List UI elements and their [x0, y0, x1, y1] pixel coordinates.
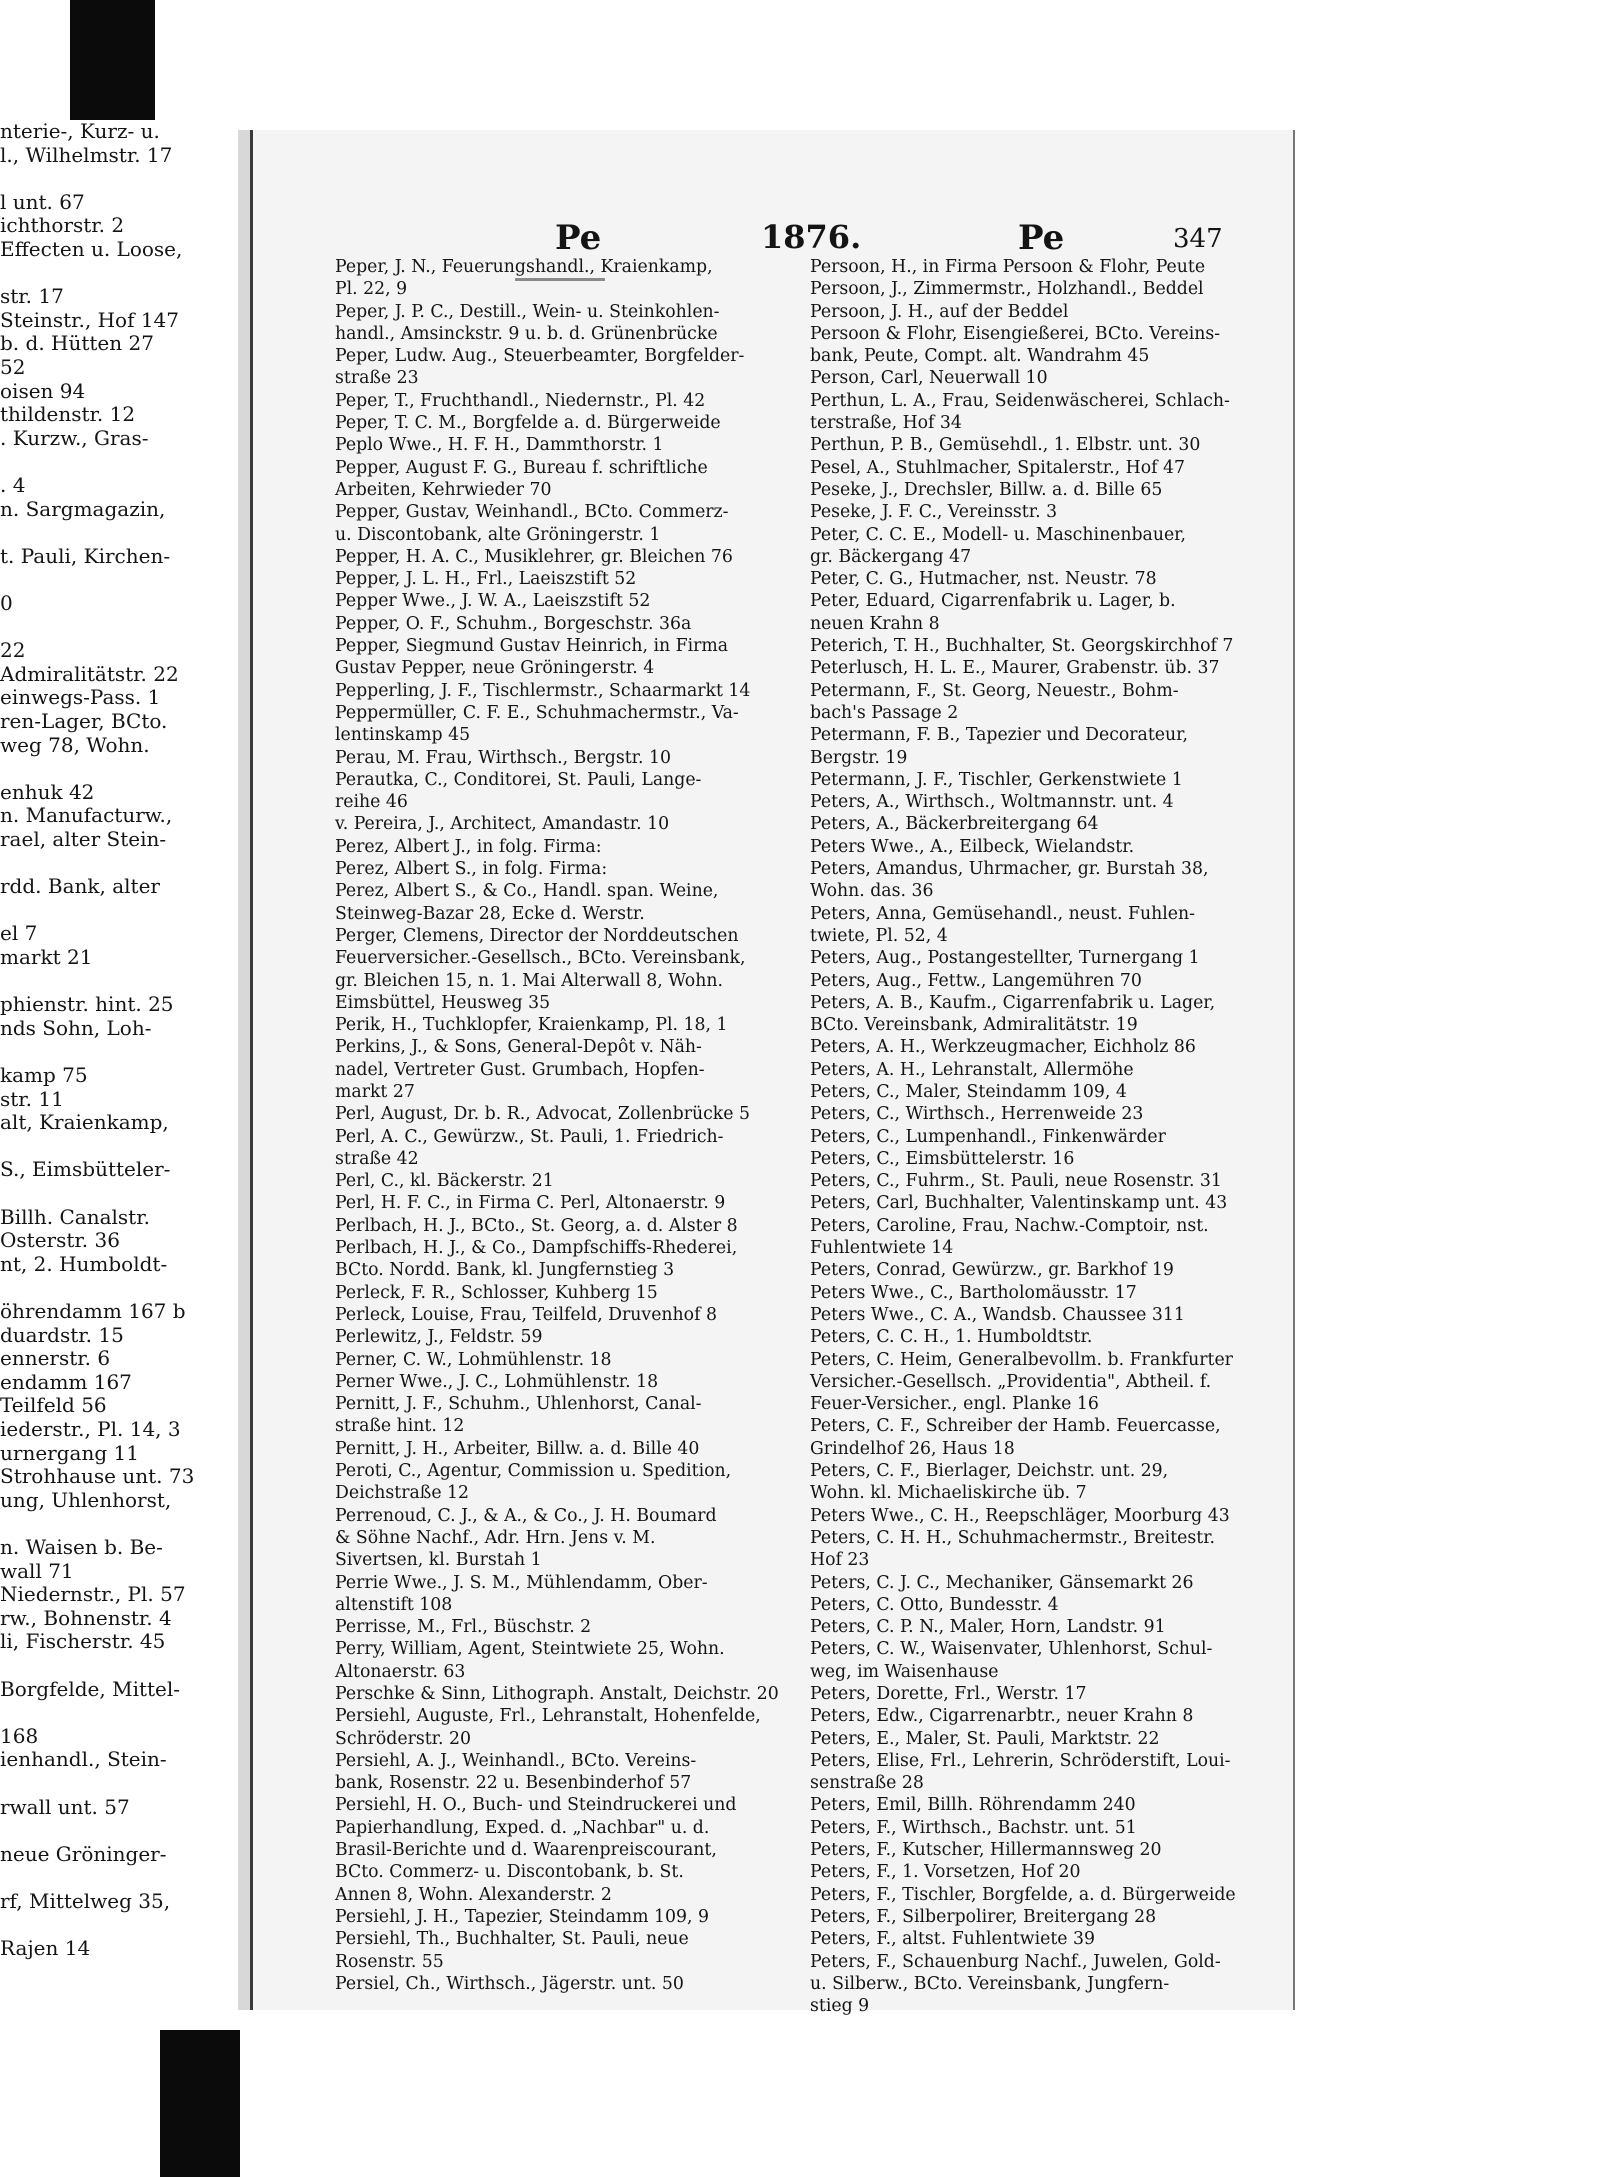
directory-entry-line: BCto. Commerz- u. Discontobank, b. St.	[335, 1862, 684, 1883]
left-page-text-fragment: 22	[0, 638, 26, 663]
left-page-text-fragment: Borgfelde, Mittel-	[0, 1676, 181, 1701]
directory-entry-line: Perlbach, H. J., & Co., Dampfschiffs-Rhederei,	[335, 1238, 738, 1259]
directory-entry-line: Persiehl, A. J., Weinhandl., BCto. Vereins-	[335, 1750, 697, 1771]
directory-entry-line: straße 23	[335, 368, 419, 389]
left-page-text-fragment: l., Wilhelmstr. 17	[0, 142, 173, 167]
directory-entry-line: Peters Wwe., C. A., Wandsb. Chaussee 311	[810, 1304, 1185, 1325]
directory-entry-line: Persoon, J. H., auf der Beddel	[810, 301, 1069, 322]
left-page-text-fragment: b. d. Hütten 27	[0, 331, 154, 356]
directory-entry-line: Peters, Dorette, Frl., Werstr. 17	[810, 1684, 1087, 1704]
directory-entry-line: BCto. Vereinsbank, Admiralitätstr. 19	[810, 1015, 1138, 1036]
directory-entry-line: Perl, C., kl. Bäckerstr. 21	[335, 1171, 554, 1192]
directory-entry-line: altenstift 108	[335, 1594, 453, 1615]
directory-entry-line: Perner, C. W., Lohmühlenstr. 18	[335, 1349, 612, 1370]
left-page-text-fragment: oisen 94	[0, 378, 86, 403]
left-page-text-fragment: Niedernstr., Pl. 57	[0, 1582, 186, 1607]
directory-entry-line: Peters, A. B., Kaufm., Cigarrenfabrik u. Lager,	[810, 992, 1216, 1013]
left-page-text-fragment: nt, 2. Humboldt-	[0, 1251, 168, 1276]
directory-entry-line: stieg 9	[810, 1996, 870, 2017]
directory-entry-line: Peters, Aug., Postangestellter, Turnergang 1	[810, 948, 1200, 969]
directory-entry-line: v. Pereira, J., Architect, Amandastr. 10	[335, 814, 670, 835]
directory-entry-line: markt 27	[335, 1081, 415, 1102]
directory-entry-line: Perrisse, M., Frl., Büschstr. 2	[335, 1617, 592, 1638]
right-guide-word: Pe	[1018, 218, 1065, 258]
directory-entry-line: Schröderstr. 20	[335, 1728, 472, 1749]
directory-entry-line: Peterich, T. H., Buchhalter, St. Georgskirchhof 7	[810, 636, 1234, 657]
left-page-text-fragment: rf, Mittelweg 35,	[0, 1889, 171, 1913]
year: 1876.	[761, 218, 862, 256]
directory-entry-line: Persiehl, Th., Buchhalter, St. Pauli, neue	[335, 1929, 689, 1950]
directory-entry-line: Persiehl, Auguste, Frl., Lehranstalt, Hohenfelde,	[335, 1706, 761, 1727]
directory-entry-line: Peters, C., Wirthsch., Herrenweide 23	[810, 1104, 1144, 1125]
directory-entry-line: Perautka, C., Conditorei, St. Pauli, Lange-	[335, 769, 702, 790]
directory-entry-line: Wohn. kl. Michaeliskirche üb. 7	[810, 1483, 1087, 1504]
directory-entry-line: Peters, C. H. H., Schuhmachermstr., Breitestr.	[810, 1527, 1216, 1548]
directory-entry-line: Pepper, H. A. C., Musiklehrer, gr. Bleichen 76	[335, 546, 733, 567]
directory-entry-line: Pepperling, J. F., Tischlermstr., Schaarmarkt 14	[335, 680, 751, 701]
directory-entry-line: Perau, M. Frau, Wirthsch., Bergstr. 10	[335, 747, 671, 768]
directory-entry-line: Peters, Conrad, Gewürzw., gr. Barkhof 19	[810, 1260, 1174, 1281]
left-page-text-fragment: öhrendamm 167 b	[0, 1299, 186, 1323]
directory-entry-line: Peters, F., Tischler, Borgfelde, a. d. Bürgerweide	[810, 1884, 1236, 1905]
left-page-text-fragment: ung, Uhlenhorst,	[0, 1487, 172, 1512]
directory-entry-line: Person, Carl, Neuerwall 10	[810, 368, 1048, 389]
left-page-text-fragment: 52	[0, 355, 26, 379]
directory-entry-line: Perl, H. F. C., in Firma C. Perl, Altonaerstr. 9	[335, 1193, 726, 1214]
directory-entry-line: Perlewitz, J., Feldstr. 59	[335, 1327, 543, 1348]
directory-entry-line: Peters, A. H., Lehranstalt, Allermöhe	[810, 1059, 1134, 1080]
left-page-text-fragment: Effecten u. Loose,	[0, 237, 183, 261]
left-page-text-fragment: Admiralitätstr. 22	[0, 661, 179, 686]
directory-entry-line: Perez, Albert S., in folg. Firma:	[335, 859, 608, 880]
directory-entry-line: Perl, A. C., Gewürzw., St. Pauli, 1. Friedrich-	[335, 1126, 724, 1147]
directory-entry-line: Grindelhof 26, Haus 18	[810, 1438, 1015, 1459]
directory-entry-line: Peter, C. C. E., Modell- u. Maschinenbauer,	[810, 524, 1187, 545]
left-page-text-fragment: markt 21	[0, 945, 93, 969]
directory-entry-line: Perthun, L. A., Frau, Seidenwäscherei, Schlach-	[810, 390, 1230, 411]
directory-entry-line: Peters, C., Fuhrm., St. Pauli, neue Rosenstr. 31	[810, 1171, 1222, 1192]
directory-entry-line: Annen 8, Wohn. Alexanderstr. 2	[335, 1884, 612, 1905]
left-page-text-fragment: Teilfeld 56	[0, 1393, 107, 1418]
directory-entry-line: Petermann, J. F., Tischler, Gerkenstwiete 1	[810, 769, 1183, 790]
directory-entry-line: Perger, Clemens, Director der Norddeutschen	[335, 925, 739, 946]
directory-entry-line: twiete, Pl. 52, 4	[810, 925, 948, 946]
directory-entry-line: Pepper, O. F., Schuhm., Borgeschstr. 36a	[335, 613, 692, 634]
directory-entry-line: Perlbach, H. J., BCto., St. Georg, a. d. Alster 8	[335, 1215, 738, 1236]
directory-entry-line: Peters, A. H., Werkzeugmacher, Eichholz 86	[810, 1037, 1196, 1058]
left-page-text-fragment: ren-Lager, BCto.	[0, 709, 168, 733]
directory-entry-line: Feuerversicher.-Gesellsch., BCto. Vereinsbank,	[335, 948, 746, 969]
directory-entry-line: Persoon & Flohr, Eisengießerei, BCto. Vereins-	[810, 323, 1221, 344]
directory-entry-line: straße hint. 12	[335, 1416, 465, 1437]
directory-entry-line: Petermann, F., St. Georg, Neuestr., Bohm-	[810, 680, 1179, 701]
directory-entry-line: Steinweg-Bazar 28, Ecke d. Werstr.	[335, 903, 645, 924]
book-spine	[238, 130, 250, 2010]
directory-entry-line: Peters Wwe., C. H., Reepschläger, Moorburg 43	[810, 1505, 1230, 1526]
left-page-text-fragment: urnergang 11	[0, 1440, 139, 1465]
directory-entry-line: Perl, August, Dr. b. R., Advocat, Zollenbrücke 5	[335, 1104, 750, 1125]
directory-entry-line: Peters, C. J. C., Mechaniker, Gänsemarkt 26	[810, 1572, 1194, 1593]
directory-entry-line: Perrenoud, C. J., & A., & Co., J. H. Boumard	[335, 1505, 717, 1526]
directory-entry-line: bank, Rosenstr. 22 u. Besenbinderhof 57	[335, 1773, 692, 1794]
directory-entry-line: Peseke, J. F. C., Vereinsstr. 3	[810, 502, 1058, 523]
directory-entry-line: Perner Wwe., J. C., Lohmühlenstr. 18	[335, 1371, 659, 1392]
directory-entry-line: Peters, F., Wirthsch., Bachstr. unt. 51	[810, 1817, 1137, 1838]
directory-entry-line: Versicher.-Gesellsch. „Providentia", Abtheil. f.	[810, 1371, 1212, 1392]
directory-entry-line: Peters Wwe., A., Eilbeck, Wielandstr.	[810, 836, 1135, 857]
directory-entry-line: Peters, F., 1. Vorsetzen, Hof 20	[810, 1862, 1081, 1883]
directory-entry-line: Perry, William, Agent, Steintwiete 25, Wohn.	[335, 1639, 725, 1660]
directory-entry-line: weg, im Waisenhause	[810, 1661, 999, 1682]
left-page-text-fragment: thildenstr. 12	[0, 402, 136, 427]
directory-entry-line: Peper, T., Fruchthandl., Niedernstr., Pl. 42	[335, 390, 706, 411]
directory-entry-line: Peters, Aug., Fettw., Langemühren 70	[810, 970, 1142, 991]
directory-entry-line: Pepper, Siegmund Gustav Heinrich, in Firma	[335, 636, 729, 657]
left-page-text-fragment: str. 17	[0, 284, 64, 309]
left-page-fragment	[0, 120, 238, 2040]
left-page-text-fragment: . Kurzw., Gras-	[0, 425, 149, 450]
directory-entry-line: Gustav Pepper, neue Gröningerstr. 4	[335, 658, 655, 679]
directory-entry-line: Peters, C., Maler, Steindamm 109, 4	[810, 1081, 1127, 1102]
left-page-text-fragment: nterie-, Kurz- u.	[0, 120, 160, 143]
directory-entry-line: Peters, F., Kutscher, Hillermannsweg 20	[810, 1840, 1162, 1861]
directory-entry-line: Pepper, Gustav, Weinhandl., BCto. Commerz-	[335, 502, 729, 523]
directory-entry-line: Peters, Caroline, Frau, Nachw.-Comptoir, nst.	[810, 1215, 1209, 1236]
directory-entry-line: Pepper, J. L. H., Frl., Laeiszstift 52	[335, 569, 637, 590]
left-page-text-fragment: t. Pauli, Kirchen-	[0, 543, 171, 568]
directory-entry-line: Pernitt, J. F., Schuhm., Uhlenhorst, Canal-	[335, 1394, 702, 1415]
directory-entry-line: Peters, C. P. N., Maler, Horn, Landstr. 91	[810, 1617, 1166, 1638]
directory-entry-line: Perrie Wwe., J. S. M., Mühlendamm, Ober-	[335, 1572, 708, 1593]
left-page-text-fragment: Osterstr. 36	[0, 1228, 120, 1253]
directory-entry-line: Peters, Elise, Frl., Lehrerin, Schröderstift, Loui-	[810, 1750, 1231, 1771]
left-page-text-fragment: enhuk 42	[0, 779, 95, 804]
directory-entry-line: Perleck, Louise, Frau, Teilfeld, Druvenhof 8	[335, 1304, 717, 1325]
left-page-text-fragment: 168	[0, 1723, 39, 1748]
directory-entry-line: bank, Peute, Compt. alt. Wandrahm 45	[810, 346, 1150, 367]
scanner-bar-bottom-left	[160, 2030, 240, 2177]
page-header	[253, 218, 1293, 258]
directory-entry-line: & Söhne Nachf., Adr. Hrn. Jens v. M.	[335, 1527, 656, 1548]
left-page-text-fragment: wall 71	[0, 1558, 74, 1583]
left-page-text-fragment: n. Manufacturw.,	[0, 803, 173, 828]
directory-entry-line: Peters, Edw., Cigarrenarbtr., neuer Krahn 8	[810, 1706, 1194, 1727]
directory-entry-line: Peters, C. F., Bierlager, Deichstr. unt. 29,	[810, 1461, 1169, 1482]
left-page-text-fragment: endamm 167	[0, 1369, 132, 1394]
directory-entry-line: senstraße 28	[810, 1773, 924, 1794]
scanner-bar-top-left	[70, 0, 155, 120]
directory-entry-line: Peters, A., Wirthsch., Woltmannstr. unt. 4	[810, 792, 1174, 813]
directory-entry-line: lentinskamp 45	[335, 725, 471, 746]
directory-entry-line: Peters, F., Schauenburg Nachf., Juwelen, Gold-	[810, 1951, 1221, 1972]
directory-entry-line: Peters, C. Otto, Bundesstr. 4	[810, 1594, 1059, 1615]
left-page-text-fragment: rwall unt. 57	[0, 1794, 130, 1819]
directory-entry-line: Fuhlentwiete 14	[810, 1238, 954, 1259]
directory-entry-line: Peseke, J., Drechsler, Billw. a. d. Bille 65	[810, 479, 1163, 500]
directory-entry-line: Pepper, August F. G., Bureau f. schriftliche	[335, 457, 708, 478]
left-page-text-fragment: el 7	[0, 921, 38, 946]
directory-entry-line: Papierhandlung, Exped. d. „Nachbar" u. d.	[335, 1817, 710, 1838]
left-page-text-fragment: ienhandl., Stein-	[0, 1747, 167, 1772]
directory-entry-line: Peters, C. W., Waisenvater, Uhlenhorst, Schul-	[810, 1639, 1213, 1660]
directory-entry-line: Peters, Amandus, Uhrmacher, gr. Burstah 38,	[810, 859, 1209, 880]
left-page-text-fragment: n. Waisen b. Be-	[0, 1535, 163, 1559]
directory-entry-line: Peters, Carl, Buchhalter, Valentinskamp unt. 43	[810, 1193, 1228, 1214]
left-page-text-fragment: str. 11	[0, 1086, 64, 1111]
directory-entry-line: Hof 23	[810, 1550, 870, 1571]
directory-entry-line: Persoon, J., Zimmermstr., Holzhandl., Beddel	[810, 279, 1204, 300]
left-page-text-fragment: n. Sargmagazin,	[0, 496, 166, 521]
directory-entry-line: gr. Bleichen 15, n. 1. Mai Alterwall 8, Wohn.	[335, 970, 723, 991]
directory-entry-line: Peters, A., Bäckerbreitergang 64	[810, 814, 1099, 835]
left-page-text-fragment: S., Eimsbütteler-	[0, 1157, 171, 1182]
directory-entry-line: Peppermüller, C. F. E., Schuhmachermstr., Va-	[335, 702, 739, 723]
left-page-text-fragment: rw., Bohnenstr. 4	[0, 1605, 172, 1630]
directory-entry-line: nadel, Vertreter Gust. Grumbach, Hopfen-	[335, 1059, 705, 1080]
directory-entry-line: Peper, T. C. M., Borgfelde a. d. Bürgerweide	[335, 413, 721, 434]
directory-entry-line: handl., Amsinckstr. 9 u. b. d. Grünenbrücke	[335, 323, 718, 344]
directory-entry-line: Pesel, A., Stuhlmacher, Spitalerstr., Hof 47	[810, 457, 1185, 478]
left-page-text-fragment: Strohhause unt. 73	[0, 1464, 195, 1489]
directory-entry-line: Persiehl, H. O., Buch- und Steindruckerei und	[335, 1795, 737, 1816]
directory-entry-line: Peters, E., Maler, St. Pauli, Marktstr. 22	[810, 1728, 1160, 1749]
directory-entry-line: straße 42	[335, 1148, 419, 1169]
directory-entry-line: Peper, J. P. C., Destill., Wein- u. Steinkohlen-	[335, 301, 720, 322]
directory-entry-line: Perik, H., Tuchklopfer, Kraienkamp, Pl. 18, 1	[335, 1015, 728, 1036]
left-page-text-fragment: li, Fischerstr. 45	[0, 1629, 166, 1654]
directory-entry-line: Rosenstr. 55	[335, 1951, 444, 1972]
directory-entry-line: Pernitt, J. H., Arbeiter, Billw. a. d. Bille 40	[335, 1438, 700, 1459]
left-page-text-fragment: l unt. 67	[0, 189, 85, 214]
directory-entry-line: Sivertsen, kl. Burstah 1	[335, 1550, 542, 1571]
directory-entry-line: Peper, J. N., Feuerungshandl., Kraienkamp,	[335, 257, 713, 277]
directory-entry-line: u. Silberw., BCto. Vereinsbank, Jungfern-	[810, 1973, 1170, 1994]
directory-entry-line: Perthun, P. B., Gemüsehdl., 1. Elbstr. unt. 30	[810, 435, 1201, 456]
directory-entry-line: Persiel, Ch., Wirthsch., Jägerstr. unt. 50	[335, 1973, 684, 1994]
left-page-text-fragment: duardstr. 15	[0, 1322, 124, 1347]
directory-entry-line: Feuer-Versicher., engl. Planke 16	[810, 1394, 1099, 1415]
directory-entry-line: Perez, Albert J., in folg. Firma:	[335, 836, 602, 857]
directory-page	[250, 130, 1295, 2017]
left-page-text-fragment: rael, alter Stein-	[0, 827, 167, 851]
directory-entry-line: Peters, Anna, Gemüsehandl., neust. Fuhlen-	[810, 903, 1195, 924]
left-page-text-fragment: phienstr. hint. 25	[0, 992, 174, 1017]
directory-entry-line: reihe 46	[335, 792, 408, 813]
directory-entry-line: Peters Wwe., C., Bartholomäusstr. 17	[810, 1282, 1137, 1303]
left-page-text-fragment: ichthorstr. 2	[0, 213, 125, 238]
directory-entry-line: Peterlusch, H. L. E., Maurer, Grabenstr. üb. 37	[810, 658, 1220, 679]
directory-entry-line: Petermann, F. B., Tapezier und Decorateur,	[810, 725, 1188, 746]
left-page-text-fragment: iederstr., Pl. 14, 3	[0, 1417, 181, 1441]
directory-entry-line: Wohn. das. 36	[810, 881, 934, 902]
left-guide-word: Pe	[555, 218, 602, 258]
page-number: 347	[1173, 224, 1223, 254]
directory-entry-line: Persoon, H., in Firma Persoon & Flohr, Peute	[810, 257, 1206, 277]
directory-entry-line: Arbeiten, Kehrwieder 70	[335, 479, 552, 500]
left-page-text-fragment: . 4	[0, 473, 26, 497]
directory-entry-line: Peters, C. C. H., 1. Humboldtstr.	[810, 1327, 1093, 1348]
directory-entry-line: Peroti, C., Agentur, Commission u. Spedition,	[335, 1461, 732, 1482]
left-page-text-fragment: 0	[0, 591, 13, 615]
directory-entry-line: u. Discontobank, alte Gröningerstr. 1	[335, 524, 661, 545]
left-page-text-fragment: kamp 75	[0, 1063, 88, 1087]
directory-entry-line: Peters, C. F., Schreiber der Hamb. Feuercasse,	[810, 1416, 1221, 1437]
directory-entry-line: Perkins, J., & Sons, General-Depôt v. Näh-	[335, 1037, 702, 1058]
left-page-text-fragment: ennerstr. 6	[0, 1346, 111, 1371]
left-page-text-fragment: neue Gröninger-	[0, 1841, 167, 1866]
directory-entry-line: Persiehl, J. H., Tapezier, Steindamm 109, 9	[335, 1906, 709, 1927]
directory-entry-line: Altonaerstr. 63	[335, 1661, 466, 1682]
directory-entry-line: Brasil-Berichte und d. Waarenpreiscourant,	[335, 1840, 717, 1861]
directory-entry-line: neuen Krahn 8	[810, 613, 940, 634]
directory-entry-line: BCto. Nordd. Bank, kl. Jungfernstieg 3	[335, 1260, 675, 1281]
directory-entry-line: Perschke & Sinn, Lithograph. Anstalt, Deichstr. 20	[335, 1684, 779, 1704]
directory-entry-line: Peters, C., Lumpenhandl., Finkenwärder	[810, 1126, 1166, 1147]
directory-entry-line: Pepper Wwe., J. W. A., Laeiszstift 52	[335, 591, 651, 612]
directory-entry-line: Peters, C. Heim, Generalbevollm. b. Frankfurter	[810, 1349, 1233, 1370]
directory-entry-line: Peplo Wwe., H. F. H., Dammthorstr. 1	[335, 435, 664, 456]
left-page-text-fragment: weg 78, Wohn.	[0, 732, 150, 757]
directory-entry-line: terstraße, Hof 34	[810, 413, 962, 434]
directory-entry-line: Peters, F., altst. Fuhlentwiete 39	[810, 1929, 1095, 1950]
left-page-text-fragment: Steinstr., Hof 147	[0, 307, 180, 332]
directory-entry-line: bach's Passage 2	[810, 702, 959, 723]
directory-entry-line: Perez, Albert S., & Co., Handl. span. Weine,	[335, 881, 719, 902]
directory-entry-line: Perleck, F. R., Schlosser, Kuhberg 15	[335, 1282, 658, 1303]
left-page-text-fragment: nds Sohn, Loh-	[0, 1015, 152, 1040]
left-page-text-fragment: Billh. Canalstr.	[0, 1204, 150, 1229]
directory-entry-line: Deichstraße 12	[335, 1483, 470, 1504]
directory-entry-line: Pl. 22, 9	[335, 279, 408, 300]
directory-entry-line: gr. Bäckergang 47	[810, 546, 972, 567]
directory-entry-line: Peter, C. G., Hutmacher, nst. Neustr. 78	[810, 569, 1157, 590]
directory-entry-line: Bergstr. 19	[810, 747, 908, 768]
left-page-text-fragment: Rajen 14	[0, 1936, 91, 1961]
directory-entry-line: Peter, Eduard, Cigarrenfabrik u. Lager, b.	[810, 591, 1176, 612]
left-page-text-fragment: rdd. Bank, alter	[0, 874, 160, 899]
directory-entry-line: Eimsbüttel, Heusweg 35	[335, 992, 551, 1013]
left-page-text-fragment: alt, Kraienkamp,	[0, 1110, 169, 1135]
directory-entry-line: Peters, F., Silberpolirer, Breitergang 28	[810, 1906, 1157, 1927]
directory-entry-line: Peper, Ludw. Aug., Steuerbeamter, Borgfelder-	[335, 346, 745, 367]
directory-entry-line: Peters, Emil, Billh. Röhrendamm 240	[810, 1795, 1136, 1816]
left-page-text-fragment: einwegs-Pass. 1	[0, 685, 161, 710]
directory-entry-line: Peters, C., Eimsbüttelerstr. 16	[810, 1148, 1075, 1169]
